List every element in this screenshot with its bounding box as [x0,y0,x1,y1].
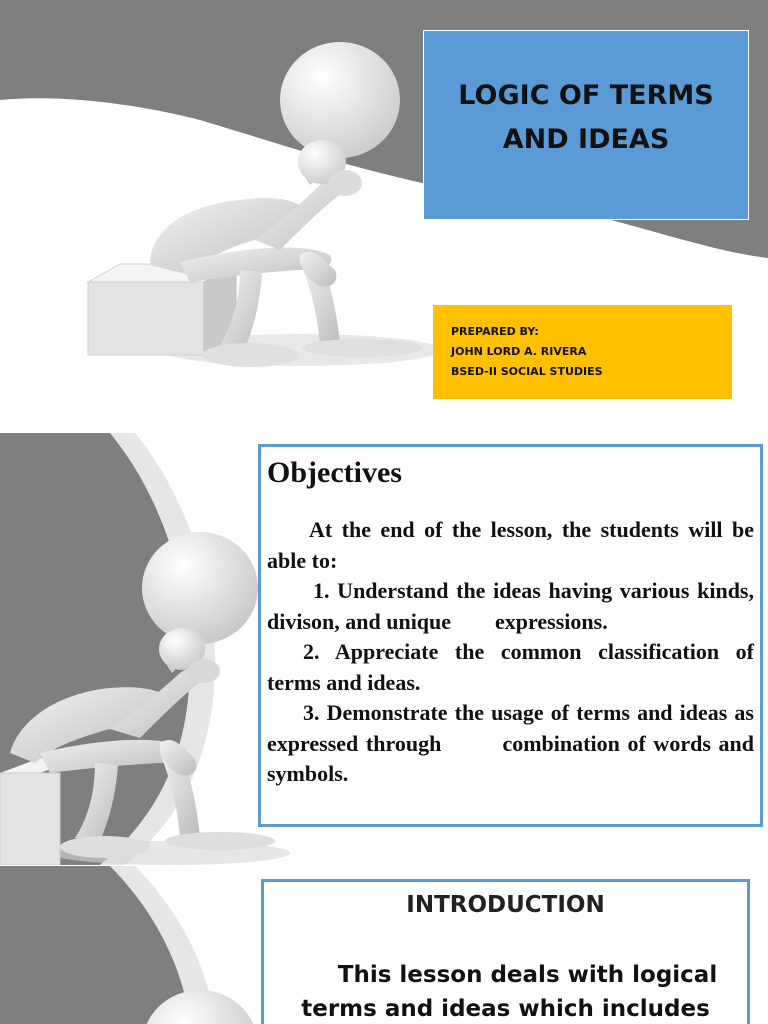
introduction-box [261,879,750,1024]
slide-title: LOGIC OF TERMS AND IDEAS [458,80,714,155]
objectives-intro: At the end of the lesson, the students will be able to: [267,517,754,573]
credits-box [433,305,732,399]
title-slide [0,0,768,416]
objective-item-3: 3. Demonstrate the usage of terms and ideas as expressed through combination of words and symbols. [267,700,760,786]
author-name: JOHN LORD A. RIVERA [451,345,587,358]
objectives-slide [0,433,768,865]
author-course: BSED-II SOCIAL STUDIES [451,365,603,378]
title-box [423,30,749,220]
objectives-box [258,444,763,827]
introduction-slide [0,866,768,1024]
objective-item-1: 1. Understand the ideas having various kinds, divison, and unique expressions. [267,578,760,634]
slide-separator [0,416,768,433]
introduction-heading: INTRODUCTION [406,892,605,918]
prepared-by-label: PREPARED BY: [451,325,539,338]
introduction-body: This lesson deals with logical terms and ideas which includes [301,962,718,1022]
objectives-heading: Objectives [267,456,402,489]
objective-item-2: 2. Appreciate the common classification of terms and ideas. [267,639,754,695]
objectives-body [267,515,760,790]
